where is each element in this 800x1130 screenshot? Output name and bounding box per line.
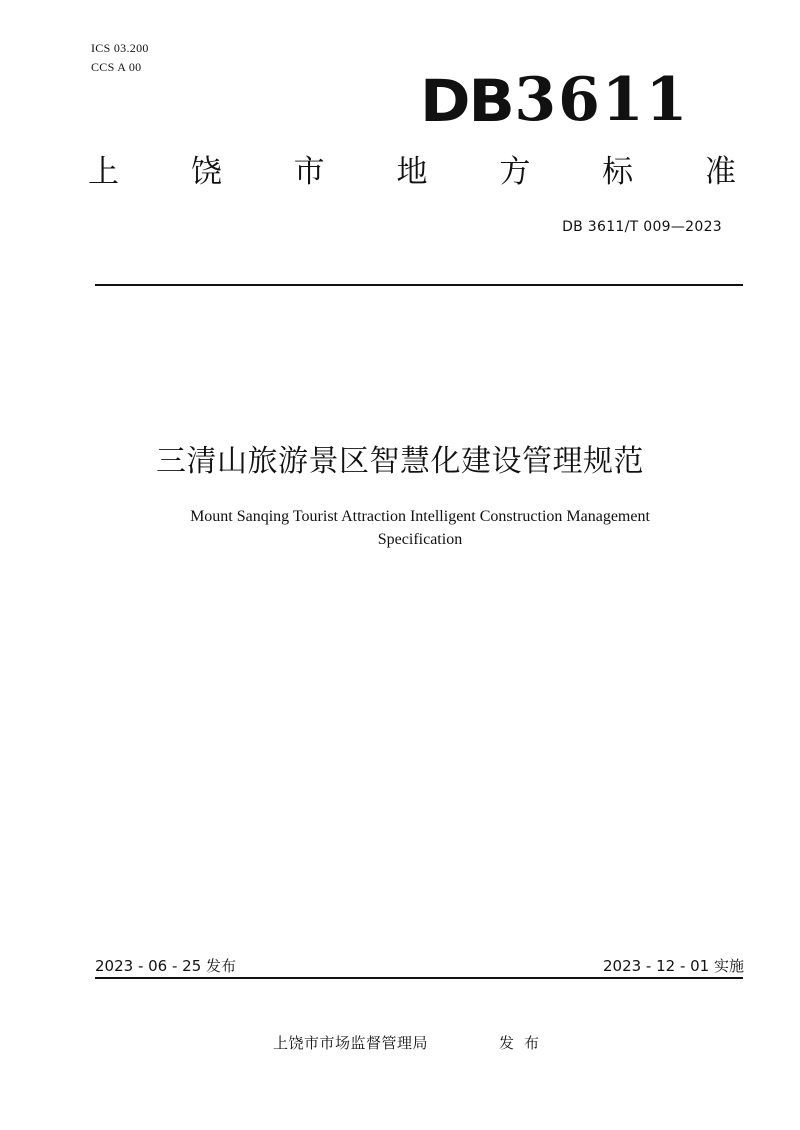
publisher-action: 发布 [499, 1034, 550, 1052]
standard-type-char: 准 [704, 154, 736, 190]
publisher-name: 上饶市市场监督管理局 [273, 1034, 429, 1052]
logo-db-letters: DB [420, 67, 513, 135]
ics-code: ICS 03.200 [91, 41, 149, 55]
ccs-code: CCS A 00 [91, 60, 142, 74]
standard-type-heading [88, 152, 736, 192]
db-standard-logo [420, 64, 690, 135]
standard-type-char: 方 [499, 154, 531, 190]
standard-type-char: 地 [396, 154, 428, 190]
title-english-line: Specification [377, 531, 463, 548]
top-divider [95, 284, 743, 286]
title-english-line: Mount Sanqing Tourist Attraction Intelligent Construction Management [190, 508, 650, 525]
title-english [120, 505, 720, 551]
standard-type-char: 上 [88, 154, 119, 190]
standard-type-char: 饶 [190, 154, 222, 190]
standard-type-char: 标 [602, 154, 634, 190]
standard-type-char: 市 [293, 154, 325, 190]
implementation-date: 2023 - 12 - 01 实施 [602, 957, 744, 975]
bottom-divider [95, 977, 743, 979]
standard-number: DB 3611/T 009—2023 [562, 219, 722, 235]
issue-date: 2023 - 06 - 25 发布 [95, 957, 237, 975]
title-chinese: 三清山旅游景区智慧化建设管理规范 [156, 444, 644, 479]
logo-number: 3611 [514, 65, 690, 135]
